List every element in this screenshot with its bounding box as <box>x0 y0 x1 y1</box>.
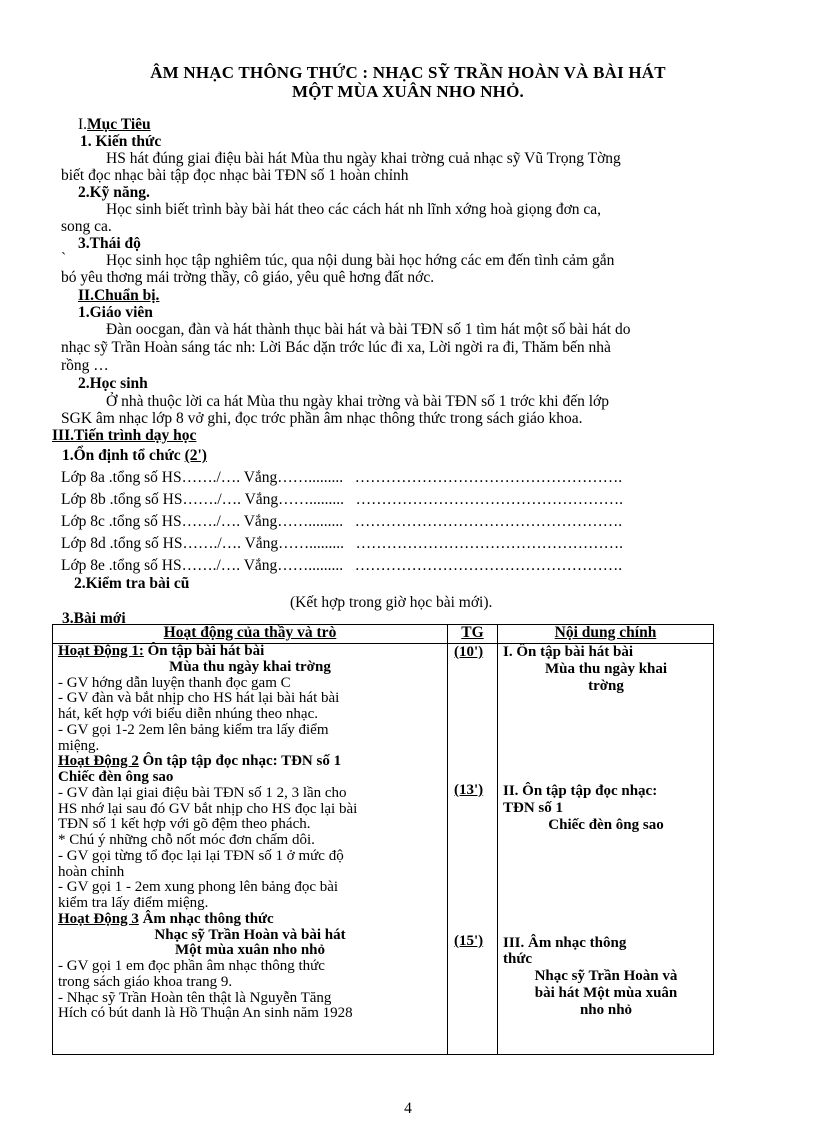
roll-row-8d <box>61 535 623 552</box>
hd1-line: miệng. <box>58 737 100 754</box>
ky-nang-line1: Học sinh biết trình bày bài hát theo các cách hát nh lĩnh xớng hoà giọng đơn ca, <box>106 201 602 218</box>
giao-vien-line2: nhạc sỹ Trần Hoàn sáng tác nh: Lời Bác dặn trớc lúc đi xa, Lời ngời ra đi, Thăm bến nhà <box>61 339 611 356</box>
hd3-title-label: Hoạt Động 3 <box>58 910 139 927</box>
hd3-line: Hích có bút danh là Hồ Thuận An sinh năm 1928 <box>58 1005 353 1022</box>
nd1-heading: I. Ôn tập bài hát bài <box>503 644 634 660</box>
roll-row-8b <box>61 491 623 508</box>
doc-title-line2: MỘT MÙA XUÂN NHO NHỎ. <box>292 82 524 101</box>
hd1-title-label: Hoạt Động 1: <box>58 643 144 659</box>
roll-row-label: Lớp 8b .tổng số HS……./…. Vắng…… <box>61 491 310 508</box>
roll-row-8e <box>61 557 622 574</box>
roll-row-dots-long: ……………………………………………. <box>355 535 624 552</box>
thai-do-heading: 3.Thái độ <box>78 235 141 252</box>
hd3-line: trong sách giáo khoa trang 9. <box>58 973 233 990</box>
hd2-line: - GV đàn lại giai điệu bài TĐN số 1 2, 3 lần cho <box>58 784 347 801</box>
hd2-line: TĐN số 1 kết hợp với gõ đệm theo phách. <box>58 816 311 833</box>
nd2-heading-2: TĐN số 1 <box>503 800 564 816</box>
roll-row-8a <box>61 469 622 486</box>
hd2-title <box>58 754 442 770</box>
roll-row-dots-long: ……………………………………………. <box>354 557 623 574</box>
nd2-heading: II. Ôn tập tập đọc nhạc: <box>503 783 658 799</box>
hd2-line: - GV gọi từng tổ đọc lại lại TĐN số 1 ở mức độ <box>58 847 344 864</box>
header-time: TG <box>448 625 498 644</box>
hd2-line: kiểm tra lấy điểm miệng. <box>58 895 209 911</box>
hd3-title-text: Âm nhạc thông thức <box>138 910 274 927</box>
nd3-heading-3: Nhạc sỹ Trần Hoàn và <box>534 968 678 984</box>
roll-row-dots-short: ......... <box>309 491 345 508</box>
nd1-heading-3: trờng <box>588 678 624 694</box>
table-row <box>53 644 714 1055</box>
roll-row-label: Lớp 8c .tổng số HS……./…. Vắng…… <box>61 513 309 530</box>
section-muc-tieu-prefix: I. <box>78 116 88 133</box>
roll-row-label: Lớp 8a .tổng số HS……./…. Vắng…… <box>61 469 309 486</box>
content-cell <box>498 644 714 1055</box>
on-dinh-heading <box>62 447 207 464</box>
hoc-sinh-heading: 2.Học sinh <box>78 375 148 392</box>
header-content: Nội dung chính <box>498 625 714 644</box>
hd1-line: - GV đàn và bắt nhịp cho HS hát lại bài hát bài <box>58 690 340 707</box>
section-muc-tieu <box>78 116 151 133</box>
roll-row-dots-short: ......... <box>309 535 345 552</box>
bai-moi-heading: 3.Bài mới <box>62 610 126 627</box>
kien-thuc-heading: 1. Kiến thức <box>80 133 162 150</box>
hoc-sinh-line2: SGK âm nhạc lớp 8 vở ghi, đọc trớc phần âm nhạc thông thức trong sách giáo khoa. <box>61 410 583 427</box>
hd2-title-label: Hoạt Động 2 <box>58 753 139 770</box>
hd2-time: (13') <box>454 782 484 798</box>
hd2-line: hoàn chỉnh <box>58 863 125 880</box>
hd3-line: - Nhạc sỹ Trần Hoàn tên thật là Nguyễn Tăng <box>58 989 332 1006</box>
ky-nang-line2: song ca. <box>61 218 112 235</box>
ky-nang-heading: 2.Kỹ năng. <box>78 184 150 201</box>
hd1-line: - GV gọi 1-2 2em lên bảng kiểm tra lấy điểm <box>58 721 329 738</box>
thai-do-line1: Học sinh học tập nghiêm túc, qua nội dung bài học hớng các em đến tình cảm gắn <box>106 252 615 269</box>
nd3-heading-5: nho nhỏ <box>579 1002 633 1018</box>
hd3-subtitle-2: Một mùa xuân nho nhỏ <box>174 942 326 959</box>
nd2-heading-3: Chiếc đèn ông sao <box>548 817 664 833</box>
activities-cell <box>53 644 448 1055</box>
hd1-title <box>58 644 442 660</box>
on-dinh-heading-text: 1.Ổn định tổ chức <box>62 447 185 464</box>
roll-row-label: Lớp 8e .tổng số HS……./…. Vắng…… <box>61 557 309 574</box>
kien-thuc-line1: HS hát đúng giai điệu bài hát Mùa thu ngày khai trờng cuả nhạc sỹ Vũ Trọng Tờng <box>106 150 621 167</box>
nd3-heading: III. Âm nhạc thông <box>503 935 627 951</box>
thai-do-line2: bó yêu thơng mái trờng thầy, cô giáo, yêu quê hơng đất nớc. <box>61 269 435 286</box>
hd1-subtitle: Mùa thu ngày khai trờng <box>169 658 331 675</box>
roll-row-dots-short: ......... <box>308 513 344 530</box>
hd3-title <box>58 912 442 928</box>
roll-row-dots-long: ……………………………………………. <box>354 469 623 486</box>
section-tien-trinh-heading: III.Tiến trình dạy học <box>52 427 197 444</box>
hd1-line: hát, kết hợp với biểu diễn nhúng theo nhạc. <box>58 706 318 722</box>
hd2-subtitle: Chiếc đèn ông sao <box>58 769 174 785</box>
hd2-title-text: Ôn tập tập đọc nhạc: TĐN số 1 <box>138 753 342 770</box>
hoc-sinh-line1: Ở nhà thuộc lời ca hát Mùa thu ngày khai trờng và bài TĐN số 1 trớc khi đến lớp <box>106 393 609 410</box>
nd3-heading-2: thức <box>503 951 532 967</box>
giao-vien-heading: 1.Giáo viên <box>78 304 153 321</box>
section-chuan-bi-heading: II.Chuẩn bị. <box>78 287 160 304</box>
roll-row-dots-long: ……………………………………………. <box>355 491 624 508</box>
hd1-time: (10') <box>454 644 484 660</box>
nd3-heading-4: bài hát Một mùa xuân <box>534 985 678 1001</box>
page-number: 4 <box>404 1100 412 1117</box>
table-header-row <box>53 625 714 644</box>
giao-vien-line3: rồng … <box>61 357 109 374</box>
roll-row-dots-short: ......... <box>308 469 344 486</box>
section-muc-tieu-heading: Mục Tiêu <box>87 116 151 133</box>
hd3-subtitle: Nhạc sỹ Trần Hoàn và bài hát <box>154 926 346 943</box>
thai-do-mark: ` <box>61 250 67 267</box>
nd1-heading-2: Mùa thu ngày khai <box>544 661 668 677</box>
on-dinh-time: (2') <box>184 447 207 464</box>
roll-row-dots-long: ……………………………………………. <box>354 513 623 530</box>
hd3-line: - GV gọi 1 em đọc phần âm nhạc thông thức <box>58 958 325 974</box>
giao-vien-line1: Đàn oocgan, đàn và hát thành thục bài hát và bài TĐN số 1 tìm hát một số bài hát do <box>106 321 631 338</box>
time-cell <box>448 644 498 1055</box>
lesson-plan-table <box>52 624 714 1055</box>
header-activities: Hoạt động của thầy và trò <box>53 625 448 644</box>
hd2-line: HS nhớ lại sau đó GV bắt nhịp cho HS đọc lại bài <box>58 800 358 817</box>
hd1-line: - GV hớng dẫn luyện thanh đọc gam C <box>58 674 291 691</box>
hd3-time: (15') <box>454 933 484 949</box>
hd1-title-text: Ôn tập bài hát bài <box>143 643 265 659</box>
roll-row-8c <box>61 513 622 530</box>
hd2-line: * Chú ý những chỗ nốt móc đơn chấm dôi. <box>58 832 315 848</box>
kiem-tra-note: (Kết hợp trong giờ học bài mới). <box>290 594 493 611</box>
kiem-tra-heading: 2.Kiểm tra bài cũ <box>74 575 190 592</box>
kien-thuc-line2: biết đọc nhạc bài tập đọc nhạc bài TĐN số 1 hoàn chỉnh <box>61 167 409 184</box>
hd2-line: - GV gọi 1 - 2em xung phong lên bảng đọc bài <box>58 879 339 896</box>
roll-row-dots-short: ......... <box>308 557 344 574</box>
doc-title-line1: ÂM NHẠC THÔNG THỨC : NHẠC SỸ TRẦN HOÀN VÀ BÀI HÁT <box>150 63 666 82</box>
roll-row-label: Lớp 8d .tổng số HS……./…. Vắng…… <box>61 535 310 552</box>
